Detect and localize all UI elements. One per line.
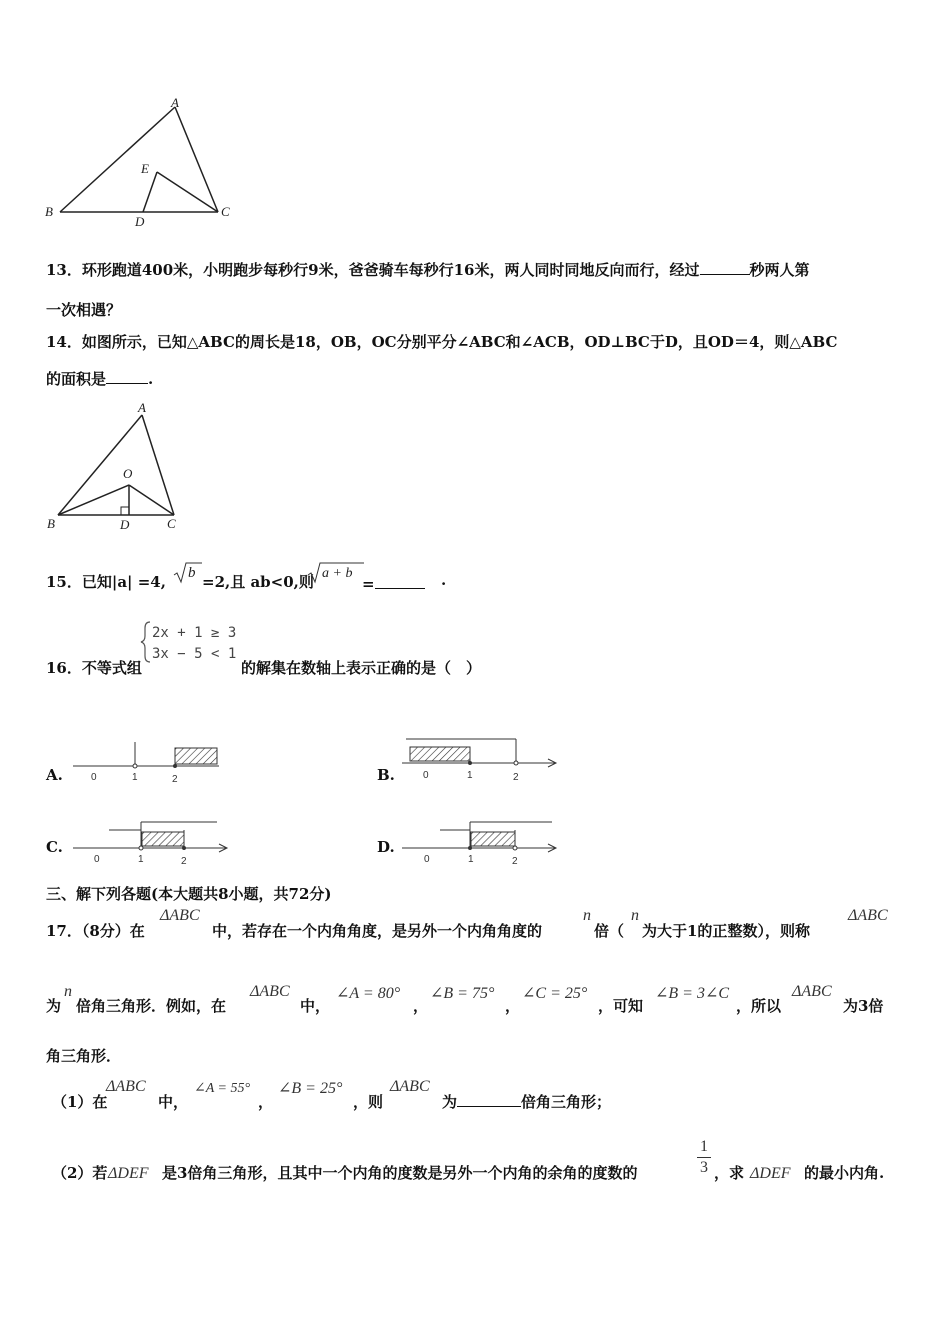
question-14-line-2: 的面积是 . [46, 370, 154, 388]
answer-blank[interactable] [457, 1092, 521, 1107]
q17-l2-a: 为 [46, 997, 62, 1015]
q17-l2-rel: ∠B = 3∠C [655, 985, 730, 1002]
q17-l2-e: ，所以 [736, 997, 782, 1015]
svg-text:2: 2 [181, 856, 187, 867]
option-C-number-line[interactable] [73, 818, 233, 868]
question-14-line-1: 14．如图所示，已知△ABC的周长是18，OB，OC分别平分∠ABC和∠ACB，OD⊥BC于D，且OD＝4，则△ABC [46, 333, 838, 351]
question-16-post: 的解集在数轴上表示正确的是（ ） [241, 659, 482, 677]
q17-p2-b: 是3倍角三角形，且其中一个内角的度数是另外一个内角的余角的度数的 [162, 1164, 638, 1182]
q17-l1-c: 倍（ [594, 922, 625, 940]
q17-p1-a: （1）在 [52, 1093, 108, 1111]
label-C: C [167, 516, 176, 531]
fraction-bar [697, 1157, 711, 1158]
q17-l3: 角三角形． [46, 1047, 122, 1065]
q17-p1-d-wrap: 为 倍角三角形； [442, 1093, 612, 1111]
q17-l2-d: ，可知 [598, 997, 644, 1015]
svg-text:1: 1 [132, 772, 138, 783]
svg-text:2: 2 [172, 774, 178, 785]
q17-l1-n: n [583, 907, 591, 924]
sqrt-b [172, 560, 204, 586]
label-A: A [171, 95, 179, 110]
label-A: A [138, 400, 146, 415]
option-A-number-line[interactable] [73, 738, 223, 786]
svg-text:b: b [188, 565, 196, 581]
label-E: E [141, 161, 149, 176]
option-D-number-line[interactable] [402, 818, 562, 868]
question-15: 15．已知|a| =4, [46, 573, 166, 591]
q17-p2-def2: ΔDEF [750, 1165, 791, 1182]
svg-text:0: 0 [424, 854, 430, 865]
q17-p2-a: （2）若 [52, 1164, 108, 1182]
answer-blank[interactable] [700, 260, 750, 275]
option-B-letter[interactable]: B. [377, 766, 395, 784]
fraction-one-third: 1 3 [697, 1138, 711, 1177]
label-D: D [120, 517, 130, 532]
q17-p1-angB: ∠B = 25° [278, 1080, 343, 1097]
label-O: O [123, 466, 133, 481]
q17-l2-n: n [64, 983, 72, 1000]
sqrt-a-plus-b [306, 560, 366, 586]
answer-blank[interactable] [375, 574, 425, 589]
question-13-line-2: 一次相遇？ [46, 301, 122, 319]
q17-l1-d: 为大于1的正整数），则称 [642, 922, 810, 940]
svg-text:2x + 1 ≥ 3: 2x + 1 ≥ 3 [152, 625, 237, 641]
triangle-figure-2 [40, 398, 200, 538]
option-A-letter[interactable]: A. [46, 766, 63, 784]
option-D-letter[interactable]: D. [377, 838, 395, 856]
q17-l2-angC: ∠C = 25° [522, 985, 588, 1002]
svg-text:0: 0 [91, 772, 97, 783]
question-16-pre: 16．不等式组 [46, 659, 142, 677]
question-13-line-1: 13．环形跑道400米，小明跑步每秒行9米，爸爸骑车每秒行16米，两人同时同地反向而行，经过 秒两人第 [46, 261, 810, 279]
q17-p1-b: 中， [158, 1093, 189, 1111]
q17-p1-abc: ΔABC [106, 1078, 146, 1095]
q17-p1-c: ，则 [353, 1093, 384, 1111]
q17-l2-angA: ∠A = 80° [336, 985, 401, 1002]
q17-p1-comma: ， [258, 1093, 274, 1111]
q17-l1-abc2: ΔABC [848, 907, 888, 924]
q17-p1-abc2: ΔABC [390, 1078, 430, 1095]
answer-blank[interactable] [106, 369, 148, 384]
q17-l2-abc: ΔABC [250, 983, 290, 1000]
label-B: B [47, 516, 55, 531]
svg-text:1: 1 [467, 770, 473, 781]
q17-p2-c: ，求 [714, 1164, 745, 1182]
label-B: B [45, 204, 53, 219]
q17-l2-comma2: ， [505, 997, 521, 1015]
svg-text:2: 2 [513, 772, 519, 783]
question-15-mid: =2,且 ab<0,则 [202, 573, 314, 591]
q17-l1-b: 中，若存在一个内角角度，是另外一个内角角度的 [212, 922, 543, 940]
triangle-figure-1 [40, 95, 250, 230]
option-C-letter[interactable]: C. [46, 838, 63, 856]
q17-l1-n2: n [631, 907, 639, 924]
svg-text:0: 0 [94, 854, 100, 865]
question-15-end: = [362, 574, 425, 594]
section-heading: 三、解下列各题(本大题共8小题，共72分) [46, 885, 332, 903]
svg-text:1: 1 [468, 854, 474, 865]
q17-l2-c: 中， [300, 997, 331, 1015]
q17-l2-angB: ∠B = 75° [430, 985, 495, 1002]
label-D: D [135, 214, 145, 229]
label-C: C [221, 204, 230, 219]
q17-l2-b: 倍角三角形．例如，在 [76, 997, 227, 1015]
question-15-dot: · [441, 575, 447, 593]
svg-text:2: 2 [512, 856, 518, 867]
q17-p2-d: 的最小内角. [804, 1164, 885, 1182]
q17-l1-a: 17．（8分）在 [46, 922, 145, 940]
svg-text:1: 1 [138, 854, 144, 865]
inequality-system [140, 618, 240, 670]
system-brace [140, 618, 240, 666]
q17-p1-angA: ∠A = 55° [194, 1081, 251, 1096]
svg-text:0: 0 [423, 770, 429, 781]
svg-text:3x − 5 < 1: 3x − 5 < 1 [152, 646, 237, 662]
option-B-number-line[interactable] [402, 734, 562, 786]
q17-l2-abc2: ΔABC [792, 983, 832, 1000]
q17-p2-def: ΔDEF [108, 1165, 149, 1182]
q17-l2-comma1: ， [413, 997, 429, 1015]
q17-l2-f: 为3倍 [843, 997, 884, 1015]
q17-l1-abc: ΔABC [160, 907, 200, 924]
svg-text:a + b: a + b [322, 566, 353, 581]
